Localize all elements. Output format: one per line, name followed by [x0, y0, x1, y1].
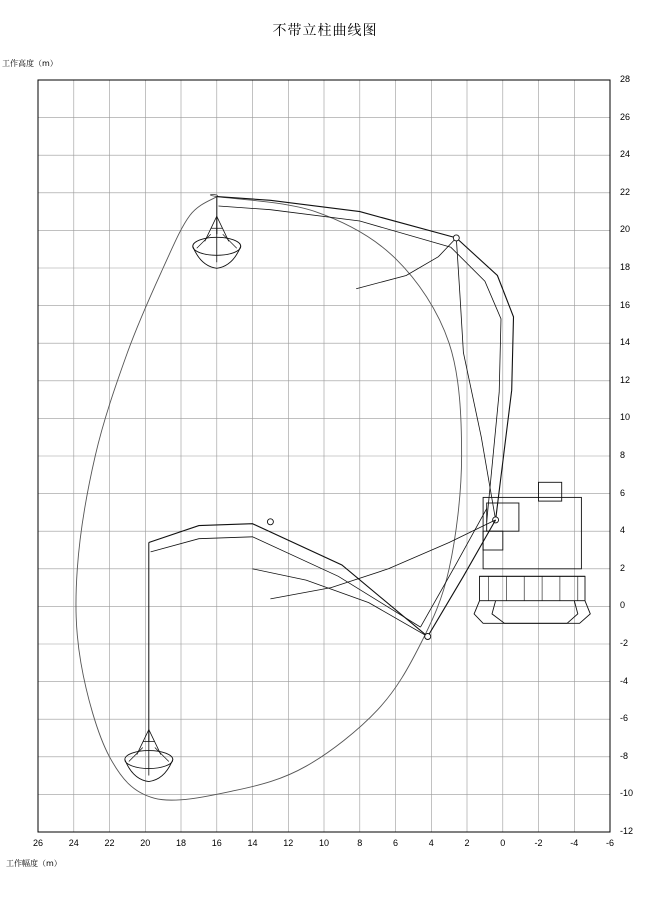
- y-tick: 6: [620, 487, 626, 498]
- boom-main-high: [456, 238, 513, 520]
- boom-knee-low: [425, 634, 431, 640]
- y-tick: 26: [620, 111, 631, 122]
- cylinder-low-a: [270, 520, 495, 599]
- boom-main-low: [428, 520, 496, 637]
- boom-pivot-high: [453, 235, 459, 241]
- x-axis-label: 工作幅度（m）: [6, 859, 62, 868]
- grab-bucket-high: [193, 216, 241, 268]
- cylinder-low-b: [253, 569, 428, 637]
- x-tick: 18: [175, 838, 186, 848]
- x-tick: 2: [464, 838, 470, 848]
- y-tick: 0: [620, 600, 626, 611]
- y-axis-label: 工作高度（m）: [2, 59, 58, 68]
- y-tick: 10: [620, 412, 631, 423]
- x-tick: 10: [318, 838, 329, 848]
- x-tick: 16: [211, 838, 222, 848]
- undercarriage: [480, 576, 586, 600]
- y-tick: 4: [620, 525, 626, 536]
- y-tick: 24: [620, 149, 631, 160]
- cab: [539, 482, 562, 501]
- x-tick: 8: [357, 838, 363, 848]
- grab-frame: [205, 216, 229, 262]
- x-tick: 0: [500, 838, 506, 848]
- stick-low-edge: [151, 537, 421, 627]
- y-tick: 20: [620, 224, 631, 235]
- grab-bucket-low: [125, 730, 173, 782]
- x-tick: 26: [32, 838, 43, 848]
- y-tick: -10: [620, 788, 634, 799]
- x-tick: -4: [570, 838, 579, 848]
- y-tick: -4: [620, 675, 629, 686]
- counterweight: [483, 531, 503, 550]
- y-tick: -8: [620, 750, 629, 761]
- page-title: 不带立柱曲线图: [272, 23, 378, 39]
- machine-body: [474, 482, 590, 623]
- x-tick: 20: [140, 838, 151, 848]
- x-tick: 14: [247, 838, 258, 848]
- x-tick: 24: [68, 838, 79, 848]
- y-tick: 2: [620, 562, 626, 573]
- grid: [38, 80, 610, 832]
- track-right: [474, 601, 578, 624]
- x-tick: 6: [392, 838, 398, 848]
- boom-low-position: [149, 509, 496, 742]
- boom-main-low-edge: [421, 509, 487, 627]
- y-tick: -12: [620, 826, 634, 836]
- y-tick: 22: [620, 186, 631, 197]
- y-tick: 14: [620, 337, 631, 348]
- y-tick: -2: [620, 638, 629, 648]
- upper-structure: [483, 497, 581, 568]
- y-tick: 28: [620, 74, 631, 84]
- y-tick: -6: [620, 713, 629, 724]
- x-tick: 12: [283, 838, 294, 848]
- x-tick: -2: [534, 838, 543, 848]
- x-tick: 4: [428, 838, 434, 848]
- stick-joint-low: [267, 519, 273, 525]
- grab-frame: [137, 730, 161, 776]
- working-envelope-curve: [76, 194, 462, 800]
- grid-lines: [38, 80, 610, 832]
- boom-high-position: [217, 197, 514, 523]
- y-tick: 16: [620, 299, 631, 310]
- grab-buckets: [125, 216, 241, 781]
- y-tick: 8: [620, 450, 626, 460]
- cylinder-high-a: [456, 238, 495, 520]
- x-tick: -6: [605, 838, 614, 848]
- y-tick: 12: [620, 374, 631, 385]
- y-tick: 18: [620, 262, 631, 272]
- x-tick: 22: [104, 838, 115, 848]
- cylinder-high-b: [356, 238, 456, 289]
